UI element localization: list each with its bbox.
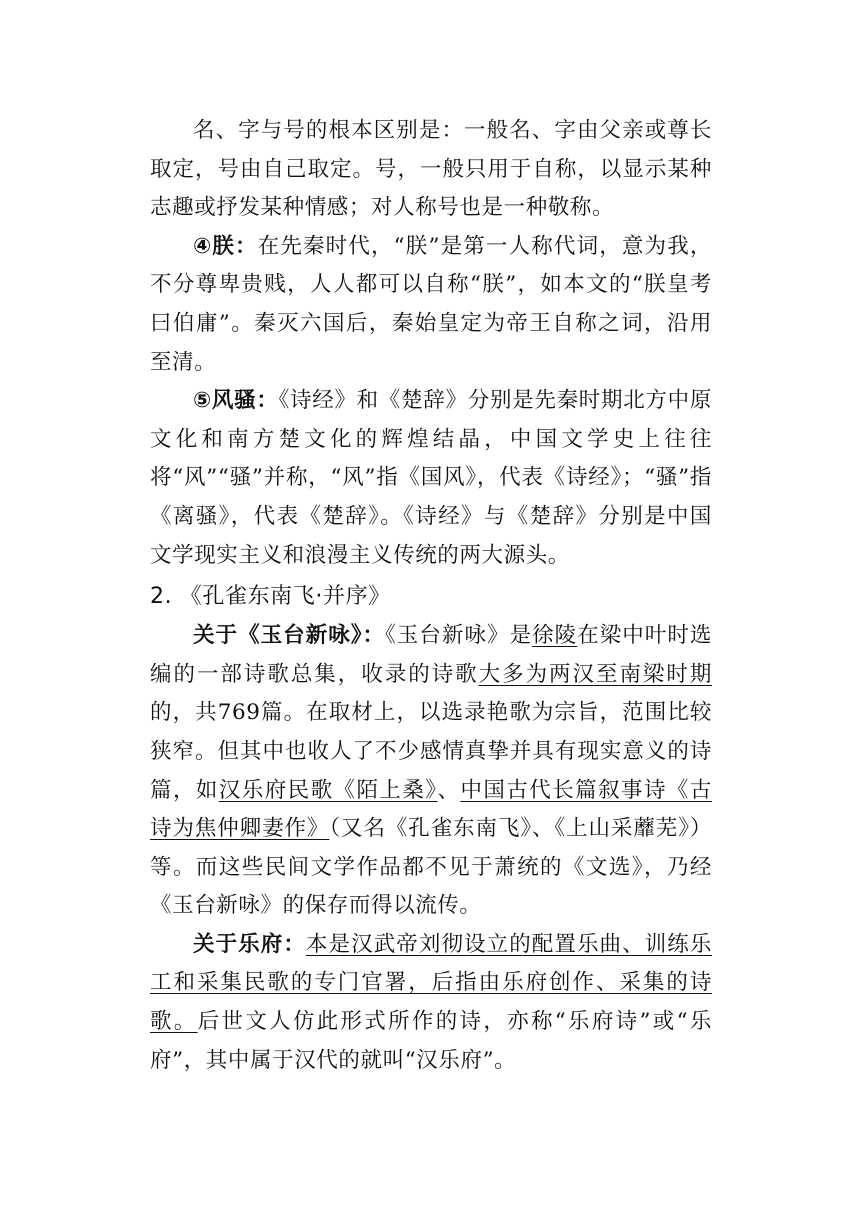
paragraph-text: 《诗经》和《楚辞》分别是先秦时期北方中原文化和南方楚文化的辉煌结晶，中国文学史上往往将“风”“骚”并称，“风”指《国风》，代表《诗经》；“骚”指《离骚》，代表《楚辞》。《诗经》与《楚辞》分别是中国文学现实主义和浪漫主义传统的两大源头。 — [150, 388, 712, 568]
underlined-segment: 大多为两汉至南梁时期 — [478, 661, 712, 687]
paragraph-text: 名、字与号的根本区别是：一般名、字由父亲或尊长取定，号由自己取定。号，一般只用于自称，以显示某种志趣或抒发某种情感；对人称号也是一种敬称。 — [150, 118, 712, 221]
section-heading: 2. 《孔雀东南飞·并序》 — [150, 584, 391, 610]
text-segment: 《玉台新咏》是 — [385, 623, 533, 649]
paragraph-name-zi-hao — [150, 112, 712, 228]
term-fengsao: ⑤风骚： — [193, 388, 279, 414]
text-segment: 在梁中叶时选编的一部诗歌总集，收录的诗歌 — [150, 623, 713, 687]
paragraph-zhen — [150, 228, 712, 382]
paragraph-yuefu — [150, 926, 712, 1080]
text-segment: 的，共769篇。在取材上，以选录艳歌为宗旨，范围比较狭窄。但其中也收人了不少感情真挚并具有现实意义的诗篇，如 — [150, 700, 712, 803]
text-segment: （又名《孔雀东南飞》、《上山采蘼芜》）等。而这些民间文学作品都不见于萧统的《文选》，乃经《玉台新咏》的保存而得以流传。 — [150, 816, 712, 919]
underlined-segment: 汉乐府民歌《陌上桑》 — [218, 777, 438, 803]
paragraph-yutai-xinyong — [150, 617, 712, 926]
underlined-segment: 徐陵 — [532, 623, 578, 649]
term-yuefu: 关于乐府： — [193, 931, 306, 957]
paragraph-text: 在先秦时代，“朕”是第一人称代词，意为我，不分尊卑贵贱，人人都可以自称“朕”，如本文的“朕皇考曰伯庸”。秦灭六国后，秦始皇定为帝王自称之词，沿用至清。 — [150, 233, 712, 375]
underlined-segment: 中国古代长篇叙事诗《古诗为焦仲卿妻作》 — [150, 777, 712, 842]
term-yutai-xinyong: 关于《玉台新咏》： — [193, 623, 386, 649]
document-body — [150, 112, 712, 1080]
underlined-segment: 本是汉武帝刘彻设立的配置乐曲、训练乐工和采集民歌的专门官署，后指由乐府创作、采集的诗歌。 — [150, 931, 712, 1035]
text-segment: 后世文人仿此形式所作的诗，亦称“乐府诗”或“乐府”，其中属于汉代的就叫“汉乐府”。 — [150, 1009, 712, 1073]
text-segment: 、 — [437, 777, 461, 803]
term-zhen: ④朕： — [193, 233, 258, 259]
paragraph-fengsao — [150, 382, 712, 575]
